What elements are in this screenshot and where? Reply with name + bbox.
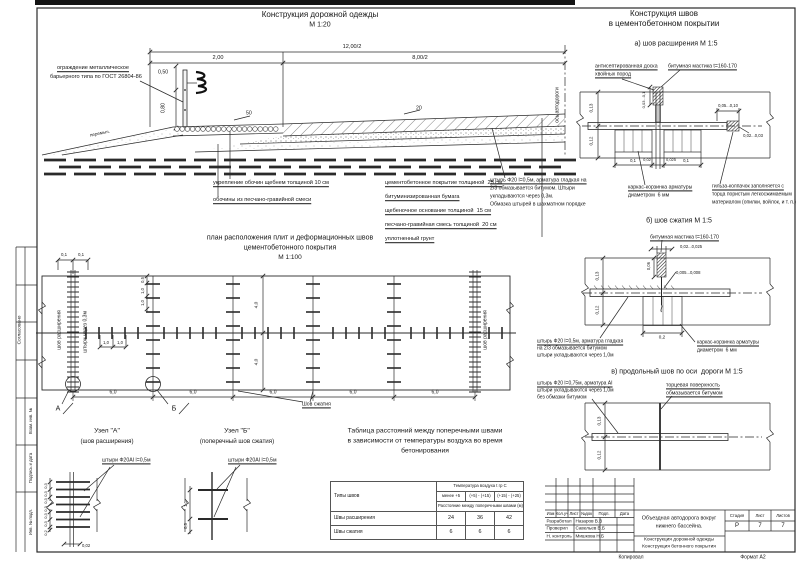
dim-label: 0,13	[596, 416, 602, 426]
dim-label: 0,1	[60, 251, 68, 257]
note-label: штыри через 0,3м	[82, 311, 89, 353]
note-label: хвойных пород	[595, 71, 632, 78]
titleblock-project-1: Объездная автодорога вокруг	[641, 515, 717, 522]
dim-label: 0,3	[43, 513, 48, 519]
dim-label: 0,3	[43, 505, 48, 512]
guardrail-wbeam	[196, 72, 206, 93]
titleblock-role: Проверил	[546, 525, 568, 531]
strip-agreed: Согласовано	[17, 315, 23, 345]
note-label: штырь Ф20 l=0,75м, арматура АI	[537, 380, 613, 387]
dim-label: 0,1	[77, 251, 85, 257]
dim-label: 1,0	[103, 339, 109, 345]
titleblock-name: Назаров В.В	[575, 518, 603, 524]
note-label: торцевая поверхность	[666, 382, 720, 389]
dim-label: 0,3	[43, 498, 48, 504]
dim-label: 0,3	[43, 483, 48, 489]
joints-title-1: Конструкция швов	[630, 9, 698, 18]
dim-label: 0,02	[82, 542, 91, 548]
table-row: Швы сжатия 6 6 6	[331, 526, 524, 540]
node-a-sub: (шов расширения)	[80, 437, 134, 445]
titleblock-col: Кол.уч	[555, 510, 569, 516]
frame-border	[37, 8, 795, 552]
note-label: каркас-корзинка арматуры	[628, 184, 693, 191]
titleblock-doc-1: Конструкция дорожной одежды	[644, 537, 714, 543]
note-label: материалом (опилки, войлок, и т. п.)	[712, 199, 797, 206]
dim-label: 0,06	[645, 261, 651, 271]
dim-label: 0,3	[43, 520, 48, 527]
dim-label: 0,025	[665, 157, 677, 162]
dim-label: 6,0	[189, 389, 197, 396]
dim-label: 1,0	[117, 339, 123, 345]
note-label: обмазывается битумом	[666, 390, 723, 397]
titleblock-stage: Р	[734, 523, 740, 529]
table-temp-header: Температура воздуха t гр С	[437, 482, 524, 492]
note-label: без обмазки битумом	[537, 394, 587, 401]
titleblock-sheet: 7	[758, 523, 762, 529]
note-label: шов расширения	[56, 310, 63, 350]
joint-slit-b	[661, 305, 662, 312]
note-label: обочины из песчано-гравийной смеси	[213, 197, 312, 204]
note-label: 2/3 обмазывается битумом. Штыри	[490, 185, 575, 192]
node-mark-b: Б	[171, 405, 177, 413]
note-label: антисептированная доска	[595, 63, 658, 70]
guardrail-post	[183, 70, 187, 127]
titleblock-doc-2: Конструкция бетонного покрытия	[642, 544, 716, 550]
dim-label: 8,00/2	[412, 55, 428, 62]
dim-label: 0,50	[158, 69, 169, 76]
note-label: барьерного типа по ГОСТ 26804-86	[50, 74, 142, 81]
joint-spacing-table	[330, 481, 524, 540]
titleblock-col: Дата	[619, 510, 630, 516]
dim-label: 0,3	[43, 490, 48, 497]
cage-b	[643, 297, 682, 326]
note-label: ось автодороги	[554, 87, 561, 123]
note-label: Обмазка штырей в шахматном порядке	[490, 201, 586, 208]
plan-title-2: цементобетонного покрытия	[243, 244, 337, 252]
dim-label: 0,5	[139, 277, 145, 283]
titleblock-role: Н. контроль	[546, 533, 572, 539]
dim-label: 0,5	[182, 523, 188, 529]
table-row: Швы расширения 24 36 42	[331, 512, 524, 526]
note-label: укладываются через 0,3м.	[490, 193, 554, 200]
note-label: гильза-колпачок заполняется с	[712, 183, 784, 190]
strip-replace-inv: Взам. инв. №	[27, 408, 33, 434]
section-title: Конструкция дорожной одежды	[261, 10, 379, 19]
titleblock-col: Изм	[546, 510, 555, 516]
dim-label: 6,0	[349, 389, 357, 396]
note-label: штырь Ф20 l=0,5м, арматура гладкая на	[490, 177, 587, 184]
note-label: торца пористым легкосжимаемым	[712, 191, 792, 198]
dim-label: 1,0	[139, 300, 145, 306]
note-label: песчано-гравийная смесь толщиной 20 см	[385, 222, 497, 229]
table-distance-header: Расстояние между поперечными швами (м)	[437, 502, 524, 512]
titleblock-project-2: нижнего бассейна.	[655, 523, 703, 530]
balloon-a	[66, 377, 81, 392]
dim-label: 4,0	[254, 358, 260, 366]
note-label: штыри укладываются через 1,0м	[537, 387, 614, 394]
dim-label: 50	[246, 110, 252, 117]
dim-label: 0,13	[594, 271, 600, 281]
titleblock-sheet-label: Лист	[755, 512, 765, 518]
titleblock-col: Лист	[569, 510, 579, 516]
note-label: битумная мастика t=160-170	[650, 234, 719, 241]
note-label: диаметром 6 мм	[628, 192, 670, 199]
dim-label: 12,00/2	[342, 44, 362, 51]
joints-title-2: в цементобетонном покрытии	[608, 19, 720, 28]
dim-label: 0,80	[160, 102, 167, 114]
dim-label: 0,12	[594, 305, 600, 315]
dim-label: 4,0	[254, 301, 260, 309]
table-col-types: Типы швов	[331, 482, 437, 512]
dim-label: 0,05...0,10	[718, 102, 738, 108]
note-label: уплотненный грунт	[385, 236, 435, 243]
dim-label: 0,13	[588, 103, 594, 113]
dim-label: 1,0	[139, 288, 145, 294]
plan-title-1: план расположения плит и деформационных швов	[206, 234, 374, 242]
dim-label: 0,02...0,03	[743, 132, 763, 138]
note-label: на 2/3 обмазывается битумом	[537, 345, 607, 352]
dim-label: 0,1	[630, 157, 636, 163]
note-label: штыри Ф20АI l=0,5м	[228, 457, 277, 464]
dim-label: 6,0	[109, 389, 117, 396]
titleblock-name: Мишкова Н.Б	[575, 533, 605, 539]
note-label: битумная мастика t=160-170	[668, 63, 737, 70]
mastic-b	[657, 253, 666, 277]
note-label: битуминизированная бумага	[385, 194, 460, 201]
titleblock-col: №док	[580, 510, 593, 516]
cage-a-right	[664, 130, 701, 152]
footer-copied: Копировал	[618, 554, 644, 561]
cage-a-left	[615, 130, 652, 152]
table-title-1: Таблица расстояний между поперечными швами	[347, 427, 503, 435]
titleblock-role: Разработал	[546, 518, 572, 524]
dim-label: 0,02	[643, 157, 651, 162]
strip-inv-number: Инв. № подл.	[27, 508, 33, 536]
note-label: перемыч.	[89, 128, 111, 138]
dim-label: 0,12	[596, 450, 602, 460]
note-label: штыри укладываются через 1,0м	[537, 352, 614, 359]
node-mark-a: А	[55, 405, 61, 413]
note-label: укрепление обочин щебнем толщиной 10 см	[213, 180, 329, 187]
dim-label: 0,2	[658, 334, 666, 340]
table-temp-col: (+5) - (+15)	[466, 492, 495, 502]
dim-label: 0,02...0,025	[680, 243, 703, 249]
table-temp-col: (+15) - (+25)	[495, 492, 524, 502]
table-title-2: в зависимости от температуры воздуха во время	[347, 437, 503, 445]
detail-a-title: а) шов расширения М 1:5	[634, 40, 718, 48]
note-label: диаметром 6 мм	[697, 347, 737, 354]
node-a-title: Узел "А"	[94, 427, 120, 435]
titleblock-stage-label: Стадия	[729, 512, 745, 518]
dim-label: 1,0	[182, 501, 188, 507]
scan-artifact	[35, 0, 575, 5]
titleblock-col: Подп.	[598, 510, 610, 516]
dim-label: 6,0	[431, 389, 439, 396]
note-label: шов расширения	[482, 310, 489, 350]
dim-label: 6,0	[269, 389, 277, 396]
dim-label: 0,005...0,008	[676, 269, 701, 275]
titleblock-sheets-label: Листов	[776, 512, 790, 518]
dim-label: 0,1	[683, 157, 689, 163]
note-label: Шов сжатия	[302, 401, 331, 408]
dim-label: 0,12	[588, 136, 594, 146]
section-scale: М 1:20	[309, 21, 331, 29]
note-label: штыри Ф20АI l=0,5м	[102, 457, 151, 464]
titleblock-name: Савельев В.Б	[575, 525, 605, 531]
node-b-sub: (поперечный шов сжатия)	[199, 437, 275, 445]
note-label: каркас-корзинка арматуры	[697, 339, 759, 346]
note-label: штырь Ф20 l=0,5м, арматура гладкая	[537, 338, 624, 345]
note-label: ограждение металлическое	[57, 65, 129, 72]
dim-label: 0,2	[43, 530, 48, 536]
titleblock-sheets: 7	[781, 523, 785, 529]
mastic-a	[653, 87, 663, 105]
detail-b-title: б) шов сжатия М 1:5	[646, 217, 712, 225]
dim-label: 0,03...0,1	[641, 91, 646, 109]
plan-scale: М 1:100	[278, 253, 302, 261]
strip-sign-date: Подпись и дата	[27, 452, 33, 484]
footer-format: Формат А2	[740, 554, 766, 561]
note-label: щебеночное основание толщиной 15 см	[385, 208, 492, 215]
table-title-3: бетонирования	[401, 447, 449, 455]
dim-label: 20	[416, 105, 422, 112]
node-b-title: Узел "Б"	[224, 427, 250, 435]
note-label: цементобетонное покрытие толщиной 25 см	[385, 180, 502, 187]
detail-v-title: в) продольный шов по оси дороги М 1:5	[611, 368, 743, 376]
dim-label: 2,00	[212, 55, 224, 62]
table-temp-col: менее +5	[437, 492, 466, 502]
